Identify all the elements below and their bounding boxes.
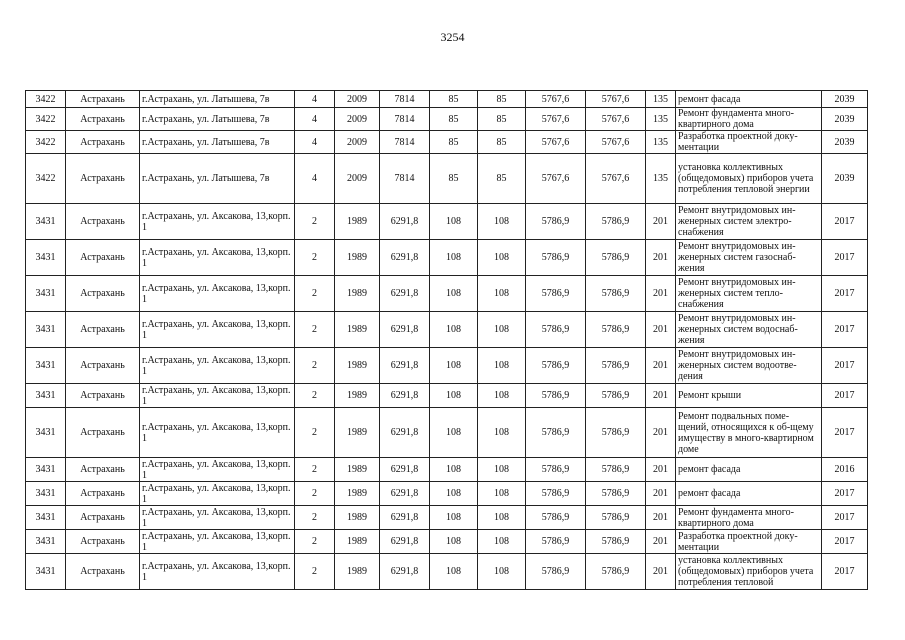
- year-cell: 2009: [335, 131, 380, 154]
- n-cell: 135: [646, 154, 676, 204]
- limit-cell: 5786,9: [586, 276, 646, 312]
- col-a-cell: 108: [430, 458, 478, 482]
- floors-cell: 2: [295, 348, 335, 384]
- id-cell: 3431: [26, 312, 66, 348]
- table-row: [26, 312, 868, 348]
- table-row: [26, 108, 868, 131]
- col-a-cell: 85: [430, 131, 478, 154]
- city-cell: Астрахань: [66, 348, 140, 384]
- col-b-cell: 108: [478, 408, 526, 458]
- plan-year-cell: 2017: [822, 384, 868, 408]
- floors-cell: 2: [295, 530, 335, 554]
- col-a-cell: 108: [430, 384, 478, 408]
- limit-cell: 5786,9: [586, 458, 646, 482]
- limit-cell: 5767,6: [586, 108, 646, 131]
- table-row: [26, 554, 868, 590]
- work-cell: установка коллективных (общедомовых) приборов учета потребления тепловой: [676, 554, 822, 590]
- plan-year-cell: 2017: [822, 240, 868, 276]
- area-cell: 6291,8: [380, 482, 430, 506]
- area-cell: 7814: [380, 154, 430, 204]
- year-cell: 2009: [335, 91, 380, 108]
- address-cell: г.Астрахань, ул. Аксакова, 13,корп. 1: [140, 204, 295, 240]
- n-cell: 135: [646, 108, 676, 131]
- limit-cell: 5786,9: [586, 506, 646, 530]
- area-cell: 6291,8: [380, 506, 430, 530]
- address-cell: г.Астрахань, ул. Латышева, 7в: [140, 154, 295, 204]
- area-cell: 6291,8: [380, 458, 430, 482]
- limit-cell: 5786,9: [586, 530, 646, 554]
- n-cell: 201: [646, 506, 676, 530]
- id-cell: 3422: [26, 154, 66, 204]
- plan-year-cell: 2017: [822, 312, 868, 348]
- col-a-cell: 108: [430, 204, 478, 240]
- cost-cell: 5786,9: [526, 458, 586, 482]
- n-cell: 135: [646, 91, 676, 108]
- table-row: [26, 154, 868, 204]
- table-row: [26, 384, 868, 408]
- address-cell: г.Астрахань, ул. Аксакова, 13,корп. 1: [140, 276, 295, 312]
- city-cell: Астрахань: [66, 482, 140, 506]
- col-b-cell: 85: [478, 108, 526, 131]
- cost-cell: 5786,9: [526, 408, 586, 458]
- id-cell: 3431: [26, 240, 66, 276]
- year-cell: 2009: [335, 154, 380, 204]
- area-cell: 6291,8: [380, 348, 430, 384]
- id-cell: 3422: [26, 91, 66, 108]
- table-row: [26, 240, 868, 276]
- n-cell: 135: [646, 131, 676, 154]
- cost-cell: 5786,9: [526, 530, 586, 554]
- city-cell: Астрахань: [66, 204, 140, 240]
- col-b-cell: 108: [478, 276, 526, 312]
- table-row: [26, 348, 868, 384]
- city-cell: Астрахань: [66, 312, 140, 348]
- area-cell: 6291,8: [380, 554, 430, 590]
- id-cell: 3431: [26, 506, 66, 530]
- area-cell: 6291,8: [380, 530, 430, 554]
- work-cell: Ремонт внутридомовых ин-женерных систем газоснаб-жения: [676, 240, 822, 276]
- address-cell: г.Астрахань, ул. Латышева, 7в: [140, 108, 295, 131]
- table-row: [26, 530, 868, 554]
- address-cell: г.Астрахань, ул. Аксакова, 13,корп. 1: [140, 554, 295, 590]
- limit-cell: 5786,9: [586, 204, 646, 240]
- limit-cell: 5786,9: [586, 384, 646, 408]
- col-b-cell: 108: [478, 312, 526, 348]
- col-b-cell: 85: [478, 154, 526, 204]
- limit-cell: 5767,6: [586, 154, 646, 204]
- limit-cell: 5767,6: [586, 131, 646, 154]
- n-cell: 201: [646, 530, 676, 554]
- table-body: [26, 91, 868, 590]
- floors-cell: 2: [295, 204, 335, 240]
- id-cell: 3431: [26, 384, 66, 408]
- table-row: [26, 458, 868, 482]
- id-cell: 3431: [26, 482, 66, 506]
- table-row: [26, 91, 868, 108]
- n-cell: 201: [646, 384, 676, 408]
- cost-cell: 5767,6: [526, 108, 586, 131]
- floors-cell: 2: [295, 482, 335, 506]
- id-cell: 3431: [26, 348, 66, 384]
- cost-cell: 5786,9: [526, 204, 586, 240]
- city-cell: Астрахань: [66, 408, 140, 458]
- table-row: [26, 131, 868, 154]
- year-cell: 1989: [335, 554, 380, 590]
- n-cell: 201: [646, 312, 676, 348]
- work-cell: Ремонт внутридомовых ин-женерных систем водоотве-дения: [676, 348, 822, 384]
- col-b-cell: 108: [478, 384, 526, 408]
- cost-cell: 5786,9: [526, 384, 586, 408]
- plan-year-cell: 2039: [822, 154, 868, 204]
- year-cell: 2009: [335, 108, 380, 131]
- id-cell: 3431: [26, 408, 66, 458]
- page-number: 3254: [440, 30, 465, 44]
- address-cell: г.Астрахань, ул. Аксакова, 13,корп. 1: [140, 240, 295, 276]
- year-cell: 1989: [335, 312, 380, 348]
- n-cell: 201: [646, 482, 676, 506]
- city-cell: Астрахань: [66, 384, 140, 408]
- n-cell: 201: [646, 408, 676, 458]
- col-b-cell: 108: [478, 506, 526, 530]
- plan-year-cell: 2039: [822, 131, 868, 154]
- work-cell: ремонт фасада: [676, 458, 822, 482]
- address-cell: г.Астрахань, ул. Латышева, 7в: [140, 91, 295, 108]
- work-cell: Ремонт подвальных поме-щений, относящихся к об-щему имуществу в много-квартирном доме: [676, 408, 822, 458]
- year-cell: 1989: [335, 482, 380, 506]
- floors-cell: 4: [295, 154, 335, 204]
- id-cell: 3431: [26, 530, 66, 554]
- year-cell: 1989: [335, 458, 380, 482]
- area-cell: 7814: [380, 108, 430, 131]
- col-a-cell: 108: [430, 240, 478, 276]
- year-cell: 1989: [335, 506, 380, 530]
- floors-cell: 2: [295, 506, 335, 530]
- year-cell: 1989: [335, 240, 380, 276]
- area-cell: 6291,8: [380, 312, 430, 348]
- table-row: [26, 204, 868, 240]
- area-cell: 6291,8: [380, 384, 430, 408]
- plan-year-cell: 2017: [822, 530, 868, 554]
- address-cell: г.Астрахань, ул. Аксакова, 13,корп. 1: [140, 482, 295, 506]
- work-cell: ремонт фасада: [676, 91, 822, 108]
- city-cell: Астрахань: [66, 276, 140, 312]
- plan-year-cell: 2017: [822, 482, 868, 506]
- address-cell: г.Астрахань, ул. Аксакова, 13,корп. 1: [140, 384, 295, 408]
- address-cell: г.Астрахань, ул. Аксакова, 13,корп. 1: [140, 312, 295, 348]
- col-a-cell: 85: [430, 154, 478, 204]
- col-a-cell: 108: [430, 312, 478, 348]
- col-a-cell: 108: [430, 348, 478, 384]
- id-cell: 3431: [26, 458, 66, 482]
- floors-cell: 2: [295, 384, 335, 408]
- col-b-cell: 108: [478, 348, 526, 384]
- col-b-cell: 108: [478, 204, 526, 240]
- plan-year-cell: 2039: [822, 108, 868, 131]
- limit-cell: 5786,9: [586, 312, 646, 348]
- cost-cell: 5767,6: [526, 154, 586, 204]
- work-cell: ремонт фасада: [676, 482, 822, 506]
- city-cell: Астрахань: [66, 240, 140, 276]
- plan-year-cell: 2017: [822, 276, 868, 312]
- cost-cell: 5767,6: [526, 131, 586, 154]
- limit-cell: 5786,9: [586, 554, 646, 590]
- city-cell: Астрахань: [66, 131, 140, 154]
- address-cell: г.Астрахань, ул. Аксакова, 13,корп. 1: [140, 506, 295, 530]
- floors-cell: 4: [295, 131, 335, 154]
- plan-year-cell: 2017: [822, 506, 868, 530]
- n-cell: 201: [646, 204, 676, 240]
- limit-cell: 5786,9: [586, 348, 646, 384]
- id-cell: 3422: [26, 131, 66, 154]
- address-cell: г.Астрахань, ул. Аксакова, 13,корп. 1: [140, 530, 295, 554]
- city-cell: Астрахань: [66, 506, 140, 530]
- col-b-cell: 108: [478, 530, 526, 554]
- n-cell: 201: [646, 240, 676, 276]
- city-cell: Астрахань: [66, 530, 140, 554]
- work-cell: установка коллективных (общедомовых) приборов учета потребления тепловой энергии: [676, 154, 822, 204]
- floors-cell: 2: [295, 240, 335, 276]
- area-cell: 6291,8: [380, 240, 430, 276]
- area-cell: 6291,8: [380, 408, 430, 458]
- limit-cell: 5767,6: [586, 91, 646, 108]
- city-cell: Астрахань: [66, 554, 140, 590]
- col-a-cell: 108: [430, 554, 478, 590]
- cost-cell: 5786,9: [526, 554, 586, 590]
- col-a-cell: 85: [430, 108, 478, 131]
- col-a-cell: 85: [430, 91, 478, 108]
- col-b-cell: 108: [478, 554, 526, 590]
- city-cell: Астрахань: [66, 91, 140, 108]
- col-a-cell: 108: [430, 530, 478, 554]
- work-cell: Ремонт внутридомовых ин-женерных систем водоснаб-жения: [676, 312, 822, 348]
- n-cell: 201: [646, 458, 676, 482]
- floors-cell: 2: [295, 554, 335, 590]
- col-b-cell: 108: [478, 482, 526, 506]
- table-row: [26, 482, 868, 506]
- year-cell: 1989: [335, 204, 380, 240]
- floors-cell: 4: [295, 108, 335, 131]
- cost-cell: 5786,9: [526, 348, 586, 384]
- city-cell: Астрахань: [66, 458, 140, 482]
- year-cell: 1989: [335, 276, 380, 312]
- n-cell: 201: [646, 348, 676, 384]
- plan-year-cell: 2016: [822, 458, 868, 482]
- cost-cell: 5786,9: [526, 506, 586, 530]
- limit-cell: 5786,9: [586, 482, 646, 506]
- floors-cell: 2: [295, 458, 335, 482]
- cost-cell: 5786,9: [526, 240, 586, 276]
- plan-year-cell: 2017: [822, 204, 868, 240]
- floors-cell: 2: [295, 276, 335, 312]
- city-cell: Астрахань: [66, 108, 140, 131]
- work-cell: Разработка проектной доку-ментации: [676, 131, 822, 154]
- id-cell: 3422: [26, 108, 66, 131]
- id-cell: 3431: [26, 554, 66, 590]
- area-cell: 6291,8: [380, 204, 430, 240]
- work-cell: Ремонт внутридомовых ин-женерных систем электро-снабжения: [676, 204, 822, 240]
- cost-cell: 5786,9: [526, 276, 586, 312]
- col-b-cell: 108: [478, 458, 526, 482]
- col-a-cell: 108: [430, 408, 478, 458]
- address-cell: г.Астрахань, ул. Латышева, 7в: [140, 131, 295, 154]
- registry-table: [25, 90, 868, 590]
- limit-cell: 5786,9: [586, 240, 646, 276]
- col-b-cell: 108: [478, 240, 526, 276]
- year-cell: 1989: [335, 384, 380, 408]
- year-cell: 1989: [335, 348, 380, 384]
- col-b-cell: 85: [478, 131, 526, 154]
- plan-year-cell: 2017: [822, 554, 868, 590]
- year-cell: 1989: [335, 530, 380, 554]
- n-cell: 201: [646, 554, 676, 590]
- address-cell: г.Астрахань, ул. Аксакова, 13,корп. 1: [140, 458, 295, 482]
- address-cell: г.Астрахань, ул. Аксакова, 13,корп. 1: [140, 408, 295, 458]
- plan-year-cell: 2017: [822, 348, 868, 384]
- floors-cell: 2: [295, 408, 335, 458]
- col-a-cell: 108: [430, 276, 478, 312]
- city-cell: Астрахань: [66, 154, 140, 204]
- id-cell: 3431: [26, 276, 66, 312]
- n-cell: 201: [646, 276, 676, 312]
- limit-cell: 5786,9: [586, 408, 646, 458]
- work-cell: Ремонт крыши: [676, 384, 822, 408]
- area-cell: 7814: [380, 91, 430, 108]
- floors-cell: 2: [295, 312, 335, 348]
- cost-cell: 5786,9: [526, 482, 586, 506]
- address-cell: г.Астрахань, ул. Аксакова, 13,корп. 1: [140, 348, 295, 384]
- plan-year-cell: 2039: [822, 91, 868, 108]
- floors-cell: 4: [295, 91, 335, 108]
- table-row: [26, 506, 868, 530]
- cost-cell: 5786,9: [526, 312, 586, 348]
- work-cell: Ремонт фундамента много-квартирного дома: [676, 506, 822, 530]
- id-cell: 3431: [26, 204, 66, 240]
- area-cell: 7814: [380, 131, 430, 154]
- cost-cell: 5767,6: [526, 91, 586, 108]
- col-a-cell: 108: [430, 482, 478, 506]
- col-a-cell: 108: [430, 506, 478, 530]
- work-cell: Ремонт фундамента много-квартирного дома: [676, 108, 822, 131]
- plan-year-cell: 2017: [822, 408, 868, 458]
- table-row: [26, 408, 868, 458]
- year-cell: 1989: [335, 408, 380, 458]
- col-b-cell: 85: [478, 91, 526, 108]
- table-row: [26, 276, 868, 312]
- area-cell: 6291,8: [380, 276, 430, 312]
- work-cell: Разработка проектной доку-ментации: [676, 530, 822, 554]
- work-cell: Ремонт внутридомовых ин-женерных систем тепло-снабжения: [676, 276, 822, 312]
